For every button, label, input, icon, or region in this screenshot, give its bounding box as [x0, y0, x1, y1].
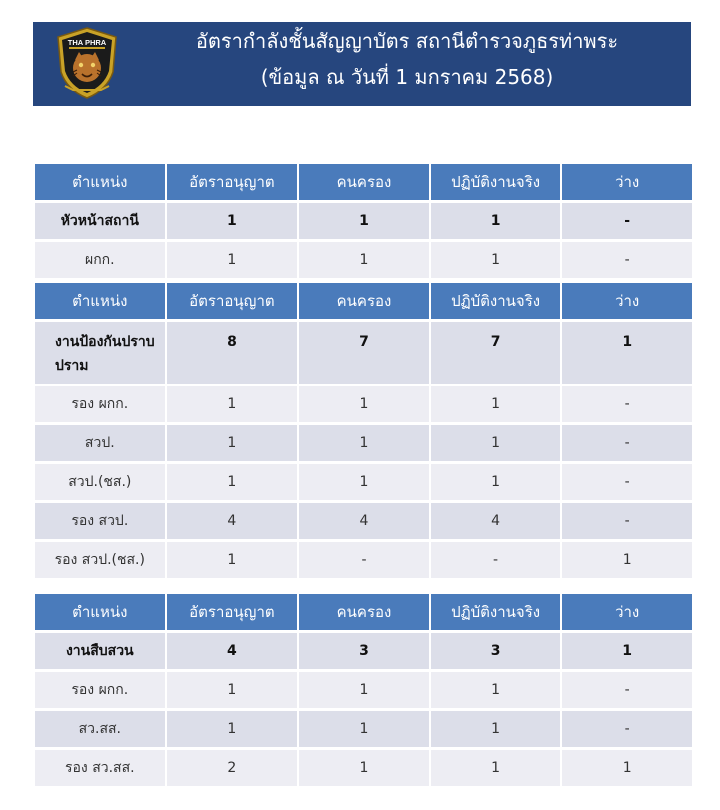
cell-on-duty: 3 [431, 633, 561, 669]
cell-authorized: 4 [167, 503, 298, 539]
cell-position: รอง ผกก. [35, 672, 165, 708]
logo-text: THA PHRA [67, 38, 107, 47]
title-banner [33, 22, 691, 106]
column-header-vacant: ว่าง [562, 594, 692, 630]
table-row [35, 464, 692, 500]
column-header-position: ตำแหน่ง [35, 594, 165, 630]
cell-vacant: 1 [562, 322, 692, 384]
table-row [35, 711, 692, 747]
cell-filled: 1 [299, 464, 429, 500]
table-section-1 [35, 164, 692, 281]
cell-on-duty: 4 [431, 503, 561, 539]
cell-vacant: 1 [562, 633, 692, 669]
column-header-authorized: อัตราอนุญาต [167, 164, 298, 200]
table-row [35, 672, 692, 708]
table-row [35, 386, 692, 422]
cell-authorized: 8 [167, 322, 298, 384]
cell-filled: - [299, 542, 429, 578]
cell-position: รอง สว.สส. [35, 750, 165, 786]
cell-position: สว.สส. [35, 711, 165, 747]
cell-vacant: - [562, 425, 692, 461]
cell-filled: 1 [299, 203, 429, 239]
cell-on-duty: 1 [431, 750, 561, 786]
cell-position: รอง ผกก. [35, 386, 165, 422]
column-header-authorized: อัตราอนุญาต [167, 594, 298, 630]
table-row [35, 633, 692, 669]
table-row [35, 203, 692, 239]
cell-filled: 1 [299, 242, 429, 278]
cell-vacant: 1 [562, 750, 692, 786]
column-header-filled: คนครอง [299, 594, 429, 630]
cell-on-duty: 1 [431, 203, 561, 239]
police-station-logo [55, 26, 119, 100]
cell-position: รอง สวป. [35, 503, 165, 539]
page-title: อัตรากำลังชั้นสัญญาบัตร สถานีตำรวจภูธรท่าพระ [195, 29, 619, 53]
table-row [35, 503, 692, 539]
cell-filled: 1 [299, 386, 429, 422]
cell-position: ผกก. [35, 242, 165, 278]
cell-on-duty: - [431, 542, 561, 578]
cell-position: สวป.(ชส.) [35, 464, 165, 500]
column-header-on-duty: ปฏิบัติงานจริง [431, 164, 561, 200]
column-header-vacant: ว่าง [562, 283, 692, 319]
cell-authorized: 1 [167, 242, 298, 278]
cell-filled: 3 [299, 633, 429, 669]
column-header-filled: คนครอง [299, 283, 429, 319]
cell-on-duty: 1 [431, 672, 561, 708]
cell-on-duty: 1 [431, 464, 561, 500]
column-header-position: ตำแหน่ง [35, 283, 165, 319]
cell-filled: 1 [299, 750, 429, 786]
cell-filled: 4 [299, 503, 429, 539]
cell-filled: 1 [299, 711, 429, 747]
cell-authorized: 1 [167, 425, 298, 461]
cell-vacant: - [562, 203, 692, 239]
cell-on-duty: 7 [431, 322, 561, 384]
cell-vacant: - [562, 386, 692, 422]
svg-text:THA PHRA [68, 38, 107, 47]
cell-vacant: - [562, 672, 692, 708]
cell-authorized: 2 [167, 750, 298, 786]
cell-on-duty: 1 [431, 711, 561, 747]
cell-vacant: - [562, 464, 692, 500]
cell-on-duty: 1 [431, 425, 561, 461]
table-row [35, 750, 692, 786]
table-row [35, 542, 692, 578]
cell-vacant: 1 [562, 542, 692, 578]
column-header-filled: คนครอง [299, 164, 429, 200]
cell-position: งานสืบสวน [35, 633, 165, 669]
table-header-row [35, 283, 692, 319]
cell-on-duty: 1 [431, 242, 561, 278]
column-header-position: ตำแหน่ง [35, 164, 165, 200]
cell-authorized: 1 [167, 672, 298, 708]
column-header-on-duty: ปฏิบัติงานจริง [431, 283, 561, 319]
cell-authorized: 1 [167, 542, 298, 578]
cell-vacant: - [562, 503, 692, 539]
table-row [35, 425, 692, 461]
cell-authorized: 4 [167, 633, 298, 669]
cell-vacant: - [562, 711, 692, 747]
cell-authorized: 1 [167, 386, 298, 422]
table-header-row [35, 164, 692, 200]
table-section-2 [35, 283, 692, 581]
cell-position: รอง สวป.(ชส.) [35, 542, 165, 578]
column-header-on-duty: ปฏิบัติงานจริง [431, 594, 561, 630]
cell-position [35, 322, 165, 384]
column-header-vacant: ว่าง [562, 164, 692, 200]
table-header-row [35, 594, 692, 630]
cell-authorized: 1 [167, 203, 298, 239]
cell-authorized: 1 [167, 711, 298, 747]
cell-position: หัวหน้าสถานี [35, 203, 165, 239]
column-header-authorized: อัตราอนุญาต [167, 283, 298, 319]
table-row [35, 322, 692, 384]
table-row [35, 242, 692, 278]
cell-position: สวป. [35, 425, 165, 461]
cell-vacant: - [562, 242, 692, 278]
cell-filled: 7 [299, 322, 429, 384]
cell-filled: 1 [299, 425, 429, 461]
cell-filled: 1 [299, 672, 429, 708]
cell-authorized: 1 [167, 464, 298, 500]
cell-on-duty: 1 [431, 386, 561, 422]
cell-position-label: งานป้องกันปราบปราม [55, 334, 155, 374]
table-section-3 [35, 594, 692, 789]
page-subtitle: (ข้อมูล ณ วันที่ 1 มกราคม 2568) [260, 65, 554, 89]
